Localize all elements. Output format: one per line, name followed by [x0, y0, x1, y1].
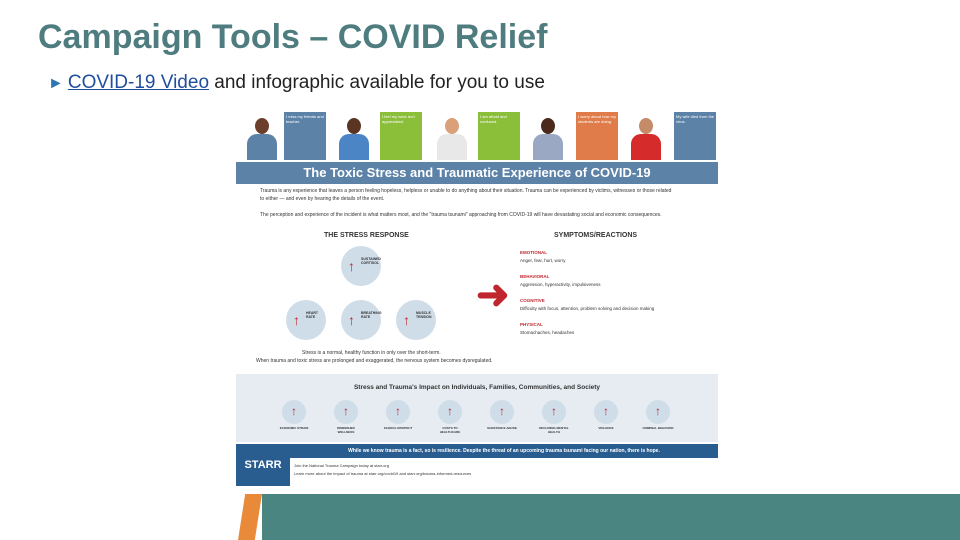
person-image	[242, 112, 282, 160]
stress-note: When trauma and toxic stress are prolonged and exaggerated, the nervous system becomes dysregulated.	[256, 358, 493, 364]
arrow-up-icon: ↑	[293, 312, 300, 328]
quote-box: I feel my work isn't appreciated.	[380, 112, 422, 160]
stress-response-heading: THE STRESS RESPONSE	[324, 232, 409, 239]
stress-circle: ↑ MUSCLE TENSION	[396, 300, 436, 340]
quote-box: My wife died from the virus.	[674, 112, 716, 160]
impact-heading: Stress and Trauma's Impact on Individuals, Families, Communities, and Society	[353, 384, 601, 391]
bullet-line	[48, 72, 545, 94]
symptoms-heading: SYMPTOMS/REACTIONS	[554, 232, 638, 239]
impact-icon	[282, 400, 306, 424]
starr-logo: STARR	[236, 444, 290, 486]
infographic-banner: The Toxic Stress and Traumatic Experience of COVID-19	[236, 162, 718, 184]
impact-label: ECONOMIC STRAIN	[279, 426, 309, 430]
impact-label: SCHOOL DROPOUT	[383, 426, 413, 430]
impact-icon	[386, 400, 410, 424]
arrow-up-icon: ↑	[291, 404, 297, 418]
impact-icon	[490, 400, 514, 424]
arrow-up-icon: ↑	[551, 404, 557, 418]
quote-box: I worry about how my students are doing.	[576, 112, 618, 160]
infographic	[236, 112, 718, 486]
impact-label: CRIMINAL BEHAVIOR	[642, 426, 674, 430]
quote-box: I miss my friends and teacher.	[284, 112, 326, 160]
impact-icon	[334, 400, 358, 424]
footer-strip: While we know trauma is a fact, so is resilience. Despite the threat of an upcoming trauma tsunami facing our nation, there is hope.	[290, 444, 718, 458]
arrow-up-icon: ↑	[403, 312, 410, 328]
arrow-up-icon: ↑	[348, 312, 355, 328]
symptom-text: Difficulty with focus, attention, problem solving and decision making	[520, 306, 655, 311]
intro-text: The perception and experience of the incident is what matters most, and the "trauma tsunami" approaching from COVID-19 will have devastating social and economic consequences.	[260, 212, 662, 218]
footer-text: Learn more about the impact of trauma at starr.org/covid19 and starr.org/trauma-informed-resources	[294, 471, 472, 476]
infographic-footer	[236, 444, 718, 486]
symptom-heading: EMOTIONAL	[520, 250, 547, 255]
arrow-up-icon: ↑	[603, 404, 609, 418]
impact-icon	[594, 400, 618, 424]
right-arrow-icon: ➜	[476, 273, 510, 317]
arrow-up-icon: ↑	[395, 404, 401, 418]
impact-label: COSTS TO HEALTHCARE	[439, 426, 461, 434]
stress-circle: ↑ SUSTAINED CORTISOL	[341, 246, 381, 286]
footer-text: Join the National Trauma Campaign today at starr.org	[294, 463, 389, 468]
person-image	[626, 112, 666, 160]
covid-video-link[interactable]: COVID-19 Video	[67, 72, 210, 93]
accent-bar-teal	[262, 494, 960, 540]
accent-bar-orange	[238, 494, 262, 540]
symptom-text: Stomachaches, headaches	[520, 330, 575, 335]
stress-circle: ↑ HEART RATE	[286, 300, 326, 340]
impact-icon	[542, 400, 566, 424]
intro-text: to either — and even by hearing the details of the event.	[260, 196, 385, 202]
impact-label: DECLINING MENTAL HEALTH	[539, 426, 569, 434]
bullet-arrow-icon: ►	[48, 75, 64, 92]
symptom-heading: COGNITIVE	[520, 298, 545, 303]
arrow-up-icon: ↑	[655, 404, 661, 418]
intro-text: Trauma is any experience that leaves a person feeling hopeless, helpless or unable to do anything about their situation. Trauma can be experienced by victims, witnesses or those related	[260, 188, 672, 194]
symptom-heading: BEHAVIORAL	[520, 274, 550, 279]
symptom-text: Anger, fear, hurt, worry	[520, 258, 566, 263]
arrow-up-icon: ↑	[499, 404, 505, 418]
impact-label: SUBSTANCE ABUSE	[487, 426, 517, 430]
impact-label: VIOLENCE	[598, 426, 614, 430]
arrow-up-icon: ↑	[343, 404, 349, 418]
people-strip	[236, 112, 718, 160]
slide-title: Campaign Tools – COVID Relief	[38, 18, 548, 56]
person-image	[432, 112, 472, 160]
stress-circle: ↑ BREATHING RATE	[341, 300, 381, 340]
impact-label: DIMINISHED WELLNESS	[337, 426, 355, 434]
impact-icon	[646, 400, 670, 424]
stress-note: Stress is a normal, healthy function in only over the short-term.	[302, 350, 441, 356]
arrow-up-icon: ↑	[348, 258, 355, 274]
arrow-up-icon: ↑	[447, 404, 453, 418]
quote-box: I am afraid and confused.	[478, 112, 520, 160]
symptom-heading: PHYSICAL	[520, 322, 543, 327]
symptom-text: Aggression, hyperactivity, impulsiveness	[520, 282, 601, 287]
bullet-text: and infographic available for you to use	[209, 72, 545, 93]
person-image	[528, 112, 568, 160]
impact-icon	[438, 400, 462, 424]
impact-section	[236, 374, 718, 442]
person-image	[334, 112, 374, 160]
